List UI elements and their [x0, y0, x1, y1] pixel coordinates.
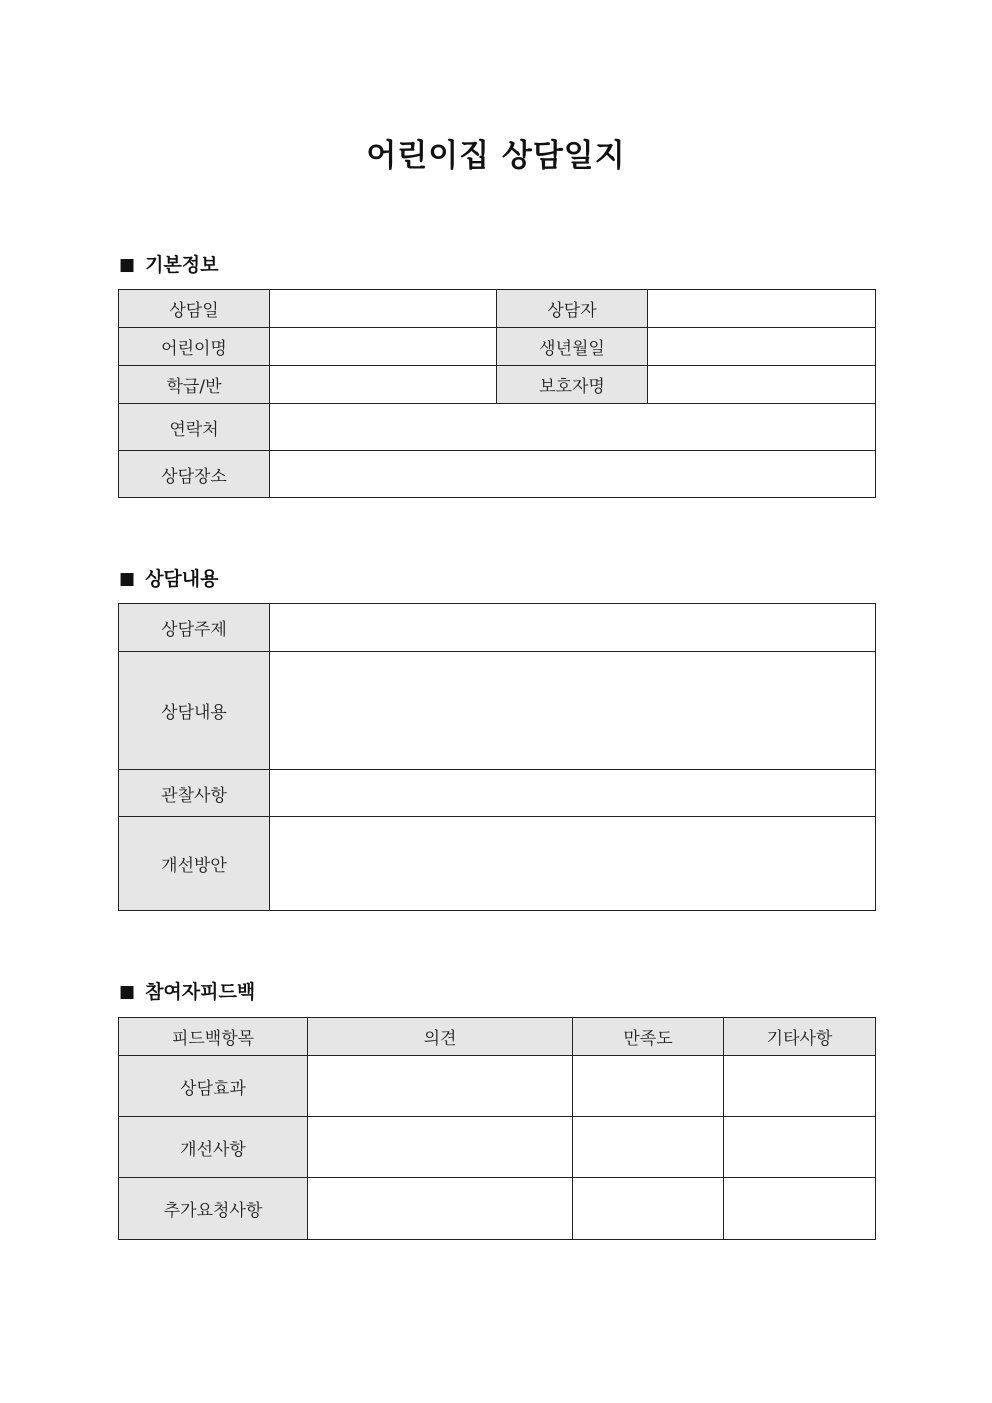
label-child-name: 어린이명: [119, 328, 270, 366]
section-heading-label: 상담내용: [145, 568, 219, 590]
label-counselor: 상담자: [497, 290, 648, 328]
square-bullet-icon: ■: [119, 982, 136, 1002]
field-opinion[interactable]: [308, 1117, 573, 1178]
field-guardian[interactable]: [648, 366, 876, 404]
label-class: 학급/반: [119, 366, 270, 404]
label-place: 상담장소: [119, 451, 270, 498]
column-header-opinion: 의견: [308, 1018, 573, 1056]
page-title: 어린이집 상담일지: [366, 138, 626, 174]
field-satisfaction[interactable]: [573, 1117, 724, 1178]
label-guardian: 보호자명: [497, 366, 648, 404]
square-bullet-icon: ■: [119, 255, 136, 275]
label-contact: 연락처: [119, 404, 270, 451]
field-details[interactable]: [270, 652, 876, 770]
column-header-item: 피드백항목: [119, 1018, 308, 1056]
section-heading-label: 참여자피드백: [145, 981, 256, 1003]
label-improvement: 개선방안: [119, 817, 270, 911]
column-header-satisfaction: 만족도: [573, 1018, 724, 1056]
column-header-etc: 기타사항: [724, 1018, 876, 1056]
field-topic[interactable]: [270, 604, 876, 652]
label-date: 상담일: [119, 290, 270, 328]
field-satisfaction[interactable]: [573, 1178, 724, 1240]
field-opinion[interactable]: [308, 1178, 573, 1240]
field-observation[interactable]: [270, 770, 876, 817]
row-label-improvement: 개선사항: [119, 1117, 308, 1178]
field-opinion[interactable]: [308, 1056, 573, 1117]
label-observation: 관찰사항: [119, 770, 270, 817]
section-heading-feedback: [119, 980, 255, 1004]
section-heading-label: 기본정보: [145, 254, 219, 276]
label-topic: 상담주제: [119, 604, 270, 652]
square-bullet-icon: ■: [119, 569, 136, 589]
section-heading-basic: [119, 253, 218, 277]
field-etc[interactable]: [724, 1056, 876, 1117]
field-class[interactable]: [270, 366, 497, 404]
field-date[interactable]: [270, 290, 497, 328]
field-etc[interactable]: [724, 1117, 876, 1178]
label-birthdate: 생년월일: [497, 328, 648, 366]
field-improvement[interactable]: [270, 817, 876, 911]
row-label-additional-request: 추가요청사항: [119, 1178, 308, 1240]
field-place[interactable]: [270, 451, 876, 498]
label-details: 상담내용: [119, 652, 270, 770]
table-row: [119, 1117, 876, 1178]
table-row: [119, 1178, 876, 1240]
field-birthdate[interactable]: [648, 328, 876, 366]
field-satisfaction[interactable]: [573, 1056, 724, 1117]
table-row: [119, 1056, 876, 1117]
basic-info-table: [118, 289, 876, 498]
field-counselor[interactable]: [648, 290, 876, 328]
field-child-name[interactable]: [270, 328, 497, 366]
field-etc[interactable]: [724, 1178, 876, 1240]
section-heading-content: [119, 567, 218, 591]
field-contact[interactable]: [270, 404, 876, 451]
feedback-table: [118, 1017, 876, 1240]
row-label-effect: 상담효과: [119, 1056, 308, 1117]
counsel-content-table: [118, 603, 876, 911]
